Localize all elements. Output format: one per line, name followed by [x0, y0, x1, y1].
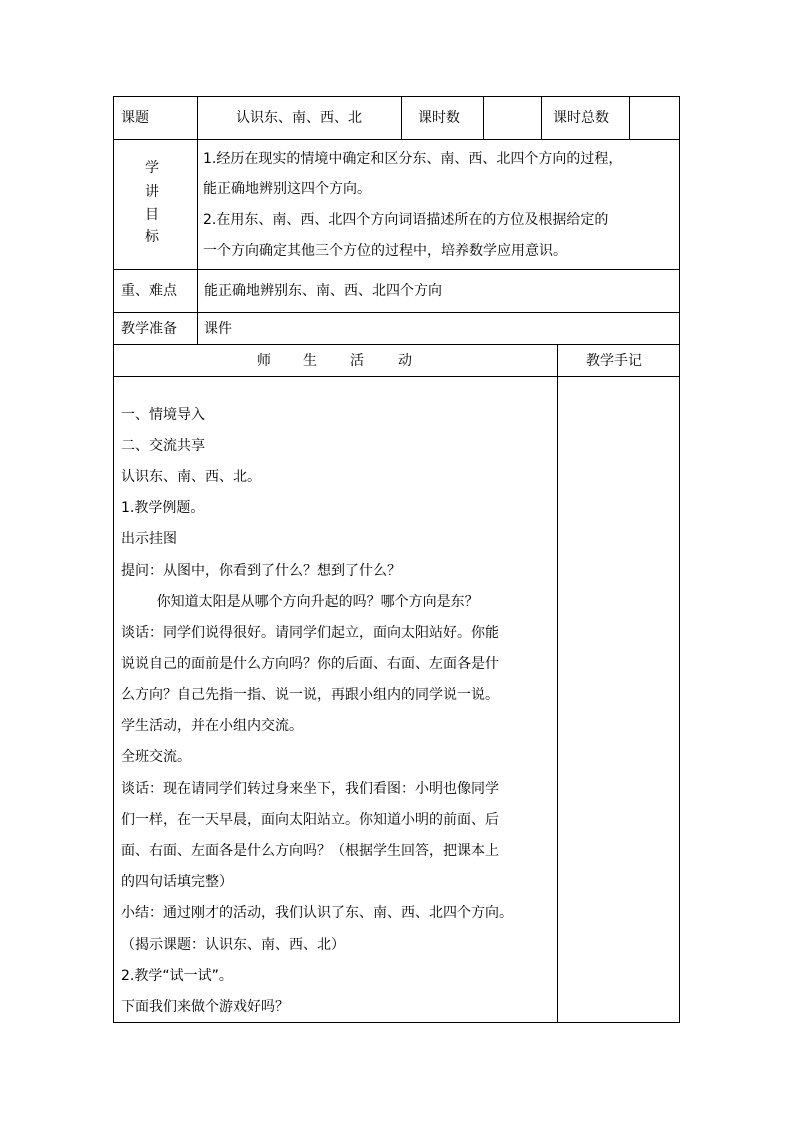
objectives-label-char: 讲	[145, 184, 159, 200]
activity-line: 么方向？自己先指一指、说一说，再跟小组内的同学说一说。	[121, 687, 499, 703]
activity-line: 你知道太阳是从哪个方向升起的吗？哪个方向是东？	[121, 594, 479, 610]
activity-header-char: 动	[398, 353, 412, 369]
preparation-value: 课件	[204, 321, 232, 337]
col-divider	[197, 96, 198, 344]
activity-line: 认识东、南、西、北。	[121, 469, 261, 485]
activity-line: 1.教学例题。	[121, 500, 205, 516]
activity-header-char: 活	[350, 353, 364, 369]
col-divider	[483, 96, 484, 139]
preparation-label: 教学准备	[121, 321, 177, 337]
objectives-label-char: 目	[145, 207, 159, 223]
row-divider	[113, 269, 680, 270]
activity-line: 出示挂图	[121, 531, 177, 547]
activity-line: 们一样，在一天早晨，面向太阳站立。你知道小明的前面、后	[121, 812, 499, 828]
activity-line: 二、交流共享	[121, 438, 205, 454]
activity-line: 的四句话填完整）	[121, 874, 233, 890]
activity-line: 全班交流。	[121, 749, 191, 765]
row-divider	[113, 344, 680, 345]
objective-line: 一个方向确定其他三个方位的过程中，培养数学应用意识。	[203, 243, 567, 259]
objective-line: 能正确地辨别这四个方向。	[203, 181, 371, 197]
col-divider	[541, 96, 542, 139]
activity-header-char: 师	[257, 353, 271, 369]
activity-line: （揭示课题：认识东、南、西、北）	[121, 937, 345, 953]
key-points-label: 重、难点	[121, 283, 177, 299]
total-hours-label: 课时总数	[553, 110, 609, 126]
hours-label: 课时数	[418, 110, 460, 126]
objective-line: 1.经历在现实的情境中确定和区分东、南、西、北四个方向的过程，	[203, 151, 623, 167]
key-points-value: 能正确地辨别东、南、西、北四个方向	[204, 283, 442, 299]
activity-line: 谈话：现在请同学们转过身来坐下，我们看图：小明也像同学	[121, 781, 499, 797]
objectives-label-char: 学	[145, 160, 159, 176]
activity-line: 谈话：同学们说得很好。请同学们起立，面向太阳站好。你能	[121, 625, 499, 641]
activity-line: 提问：从图中，你看到了什么？想到了什么？	[121, 563, 401, 579]
row-divider	[113, 376, 680, 377]
teaching-notes-label: 教学手记	[586, 353, 642, 369]
activity-line: 面、右面、左面各是什么方向吗？（根据学生回答，把课本上	[121, 843, 499, 859]
activity-header-char: 生	[303, 353, 317, 369]
activity-line: 小结：通过刚才的活动，我们认识了东、南、西、北四个方向。	[121, 905, 513, 921]
topic-label: 课题	[121, 110, 149, 126]
activity-line: 一、情境导入	[121, 407, 205, 423]
row-divider	[113, 312, 680, 313]
col-divider	[401, 96, 402, 139]
objective-line: 2.在用东、南、西、北四个方向词语描述所在的方位及根据给定的	[203, 212, 609, 228]
objectives-label-char: 标	[145, 229, 159, 245]
activity-line: 说说自己的面前是什么方向吗？你的后面、右面、左面各是什	[121, 656, 499, 672]
topic-value: 认识东、南、西、北	[236, 110, 362, 126]
col-divider	[629, 96, 630, 139]
activity-line: 学生活动，并在小组内交流。	[121, 718, 303, 734]
activity-line: 2.教学“试一试”。	[121, 968, 233, 984]
col-divider	[557, 344, 558, 1023]
activity-line: 下面我们来做个游戏好吗？	[121, 999, 289, 1015]
row-divider	[113, 139, 680, 140]
